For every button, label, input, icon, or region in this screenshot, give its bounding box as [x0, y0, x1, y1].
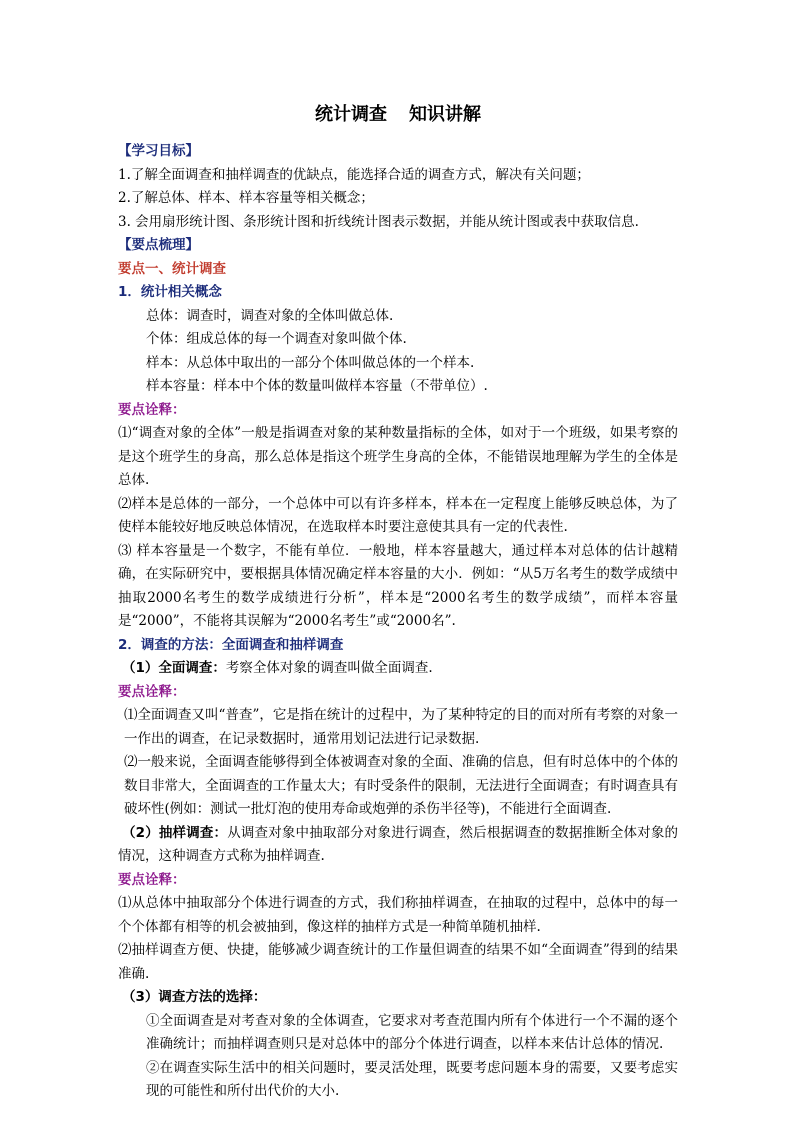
full-note-label: 要点诠释：	[118, 683, 186, 700]
choice-item-1: ①全面调查是对考查对象的全体调查，它要求对考查范围内所有个体进行一个不漏的逐个准确统计；而抽样调查则只是对总体中的部分个体进行调查，以样本来估计总体的情况.	[146, 1012, 678, 1052]
sample-note-1: ⑴从总体中抽取部分个体进行调查的方式，我们称抽样调查，在抽取的过程中，总体中的每一个个体都有相等的机会被抽到，像这样的抽样方式是一种简单随机抽样.	[118, 895, 678, 935]
page-title	[118, 100, 678, 130]
full-survey-text: 考察全体对象的调查叫做全面调查.	[225, 660, 433, 676]
outline-label: 【要点梳理】	[118, 237, 199, 253]
full-survey-definition	[118, 657, 678, 681]
full-note-2: ⑵一般来说，全面调查能够得到全体被调查对象的全面、准确的信息，但有时总体中的个体的数目非常大，全面调查的工作量太大；有时受条件的限制，无法进行全面调查；有时调查具有破坏性(例如：测试一批灯泡的使用寿命或炮弹的杀伤半径等)，不能进行全面调查.	[124, 754, 678, 817]
full-survey-label: （1）全面调查：	[122, 660, 226, 676]
def-individual: 个体：组成总体的每一个调查对象叫做个体.	[146, 331, 407, 347]
goal-item-3: 3. 会用扇形统计图、条形统计图和折线统计图表示数据，并能从统计图或表中获取信息.	[118, 213, 639, 230]
goal-item-1: 1.了解全面调查和抽样调查的优缺点，能选择合适的调查方式，解决有关问题；	[118, 166, 590, 183]
sample-note-label: 要点诠释：	[118, 871, 186, 888]
title-left: 统计调查	[315, 104, 387, 125]
sample-note-2: ⑵抽样调查方便、快捷，能够减少调查统计的工作量但调查的结果不如“全面调查”得到的结果准确.	[118, 942, 678, 982]
sub1-note-label: 要点诠释：	[118, 401, 186, 418]
sub1-note-3: ⑶ 样本容量是一个数字，不能有单位．一般地，样本容量越大，通过样本对总体的估计越精确，在实际研究中，要根据具体情况确定样本容量的大小．例如：“从5万名考生的数学成绩中抽取2000名考生的数学成绩进行分析”，样本是“2000名考生的数学成绩”，而样本容量是“2000”，不能将其误解为“2000名考生”或“2000名”.	[118, 542, 678, 629]
sample-survey-label: （2）抽样调查：	[122, 824, 228, 841]
def-sample: 样本：从总体中取出的一部分个体叫做总体的一个样本.	[146, 354, 475, 371]
def-sample-size: 样本容量：样本中个体的数量叫做样本容量（不带单位）.	[146, 378, 488, 394]
sub1-note-1: ⑴“调查对象的全体”一般是指调查对象的某种数量指标的全体，如对于一个班级，如果考察的是这个班学生的身高，那么总体是指这个班学生身高的全体，不能错误地理解为学生的全体是总体.	[118, 425, 678, 488]
goal-item-2: 2.了解总体、样本、样本容量等相关概念；	[118, 190, 374, 206]
title-right: 知识讲解	[409, 104, 481, 125]
def-population: 总体：调查时，调查对象的全体叫做总体.	[146, 307, 394, 324]
sub1-note-2: ⑵样本是总体的一部分，一个总体中可以有许多样本，样本在一定程度上能够反映总体，为了使样本能较好地反映总体情况，在选取样本时要注意使其具有一定的代表性.	[118, 495, 678, 535]
document-page	[118, 100, 678, 1104]
sample-survey-definition	[118, 822, 678, 869]
sample-survey-text: 从调查对象中抽取部分对象进行调查，然后根据调查的数据推断全体对象的情况，这种调查方式称为抽样调查.	[118, 824, 678, 864]
choice-item-2: ②在调查实际生活中的相关问题时，要灵活处理，既要考虑问题本身的需要，又要考虑实现的可能性和所付出代价的大小.	[146, 1059, 678, 1099]
point1-heading: 要点一、统计调查	[118, 260, 226, 277]
full-note-1: ⑴全面调查又叫“普查”，它是指在统计的过程中，为了某种特定的目的而对所有考察的对象一一作出的调查，在记录数据时，通常用划记法进行记录数据.	[124, 707, 678, 747]
sub1-heading: 1．统计相关概念	[118, 284, 222, 300]
sub2-heading: 2．调查的方法：全面调查和抽样调查	[118, 636, 344, 653]
choice-label: （3）调查方法的选择：	[122, 989, 267, 1005]
goals-label: 【学习目标】	[118, 143, 199, 159]
